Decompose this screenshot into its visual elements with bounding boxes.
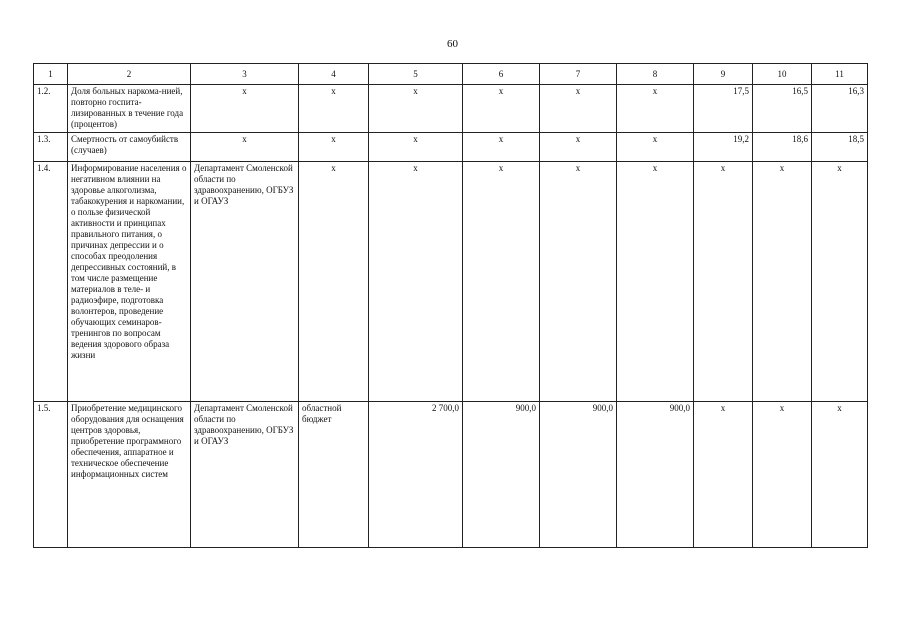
row-cell-c7: x [540,133,617,162]
row-cell-c4: x [299,162,369,402]
row-number: 1.2. [34,85,68,133]
row-cell-c5: 2 700,0 [369,402,463,548]
row-number: 1.5. [34,402,68,548]
row-cell-c10: 16,5 [753,85,812,133]
row-number: 1.4. [34,162,68,402]
row-cell-c5: x [369,133,463,162]
row-cell-c9: 19,2 [694,133,753,162]
row-cell-c10: x [753,402,812,548]
row-cell-c8: x [617,162,694,402]
row-name: Доля больных наркома-нией, повторно госпита-лизированных в течение года (процентов) [68,85,191,133]
row-cell-c4: x [299,85,369,133]
row-executor: Департамент Смоленской области по здравоохранению, ОГБУЗ и ОГАУЗ [191,402,299,548]
row-cell-c11: 16,3 [812,85,868,133]
row-cell-c7: x [540,85,617,133]
row-cell-c6: x [463,162,540,402]
row-cell-c7: x [540,162,617,402]
header-cell: 5 [369,64,463,85]
header-cell: 6 [463,64,540,85]
header-cell: 2 [68,64,191,85]
row-cell-c4: областной бюджет [299,402,369,548]
row-cell-c5: x [369,85,463,133]
table-row [34,402,868,548]
header-cell: 3 [191,64,299,85]
row-name: Смертность от самоубийств (случаев) [68,133,191,162]
row-cell-c4: x [299,133,369,162]
header-cell: 9 [694,64,753,85]
row-name: Информирование населения о негативном влиянии на здоровье алкоголизма, табакокурения и наркомании, о пользе физической активности и принципах правильного питания, о причинах депрессии и о способах преодоления депрессивных состояний, в том числе размещение материалов в теле- и радиоэфире, подготовка волонтеров, проведение обучающих семинаров-тренингов по вопросам ведения здорового образа жизни [68,162,191,402]
row-cell-c8: x [617,133,694,162]
row-cell-c8: 900,0 [617,402,694,548]
row-cell-c8: x [617,85,694,133]
header-cell: 8 [617,64,694,85]
row-cell-c3: x [191,85,299,133]
row-cell-c11: 18,5 [812,133,868,162]
row-name: Приобретение медицинского оборудования для оснащения центров здоровья, приобретение программного обеспечения, аппаратное и техническое обеспечение информационных систем [68,402,191,548]
row-cell-c3: x [191,133,299,162]
row-executor: Департамент Смоленской области по здравоохранению, ОГБУЗ и ОГАУЗ [191,162,299,402]
header-cell: 11 [812,64,868,85]
header-cell: 1 [34,64,68,85]
table-row [34,85,868,133]
row-cell-c10: x [753,162,812,402]
row-cell-c9: x [694,402,753,548]
row-number: 1.3. [34,133,68,162]
row-cell-c11: x [812,162,868,402]
header-cell: 10 [753,64,812,85]
header-cell: 7 [540,64,617,85]
row-cell-c9: x [694,162,753,402]
indicators-table [33,63,868,548]
row-cell-c7: 900,0 [540,402,617,548]
page-number: 60 [447,38,458,50]
table-row [34,133,868,162]
row-cell-c6: x [463,133,540,162]
row-cell-c10: 18,6 [753,133,812,162]
table-row [34,162,868,402]
table-header-row [34,64,868,85]
row-cell-c9: 17,5 [694,85,753,133]
row-cell-c6: x [463,85,540,133]
row-cell-c5: x [369,162,463,402]
header-cell: 4 [299,64,369,85]
row-cell-c6: 900,0 [463,402,540,548]
row-cell-c11: x [812,402,868,548]
